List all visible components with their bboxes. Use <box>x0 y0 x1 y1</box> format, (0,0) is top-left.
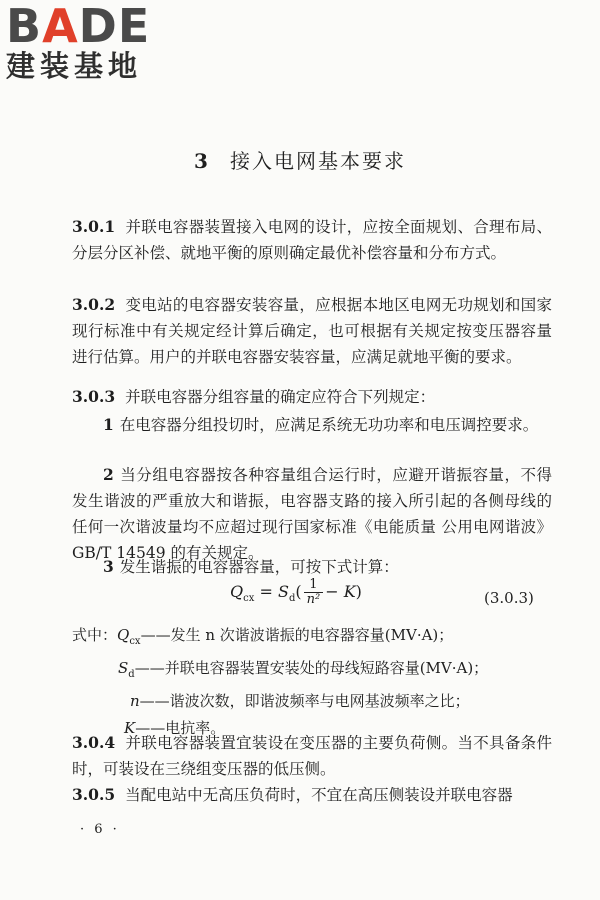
chapter-title-text: 接入电网基本要求 <box>229 149 406 173</box>
formula-definitions <box>72 622 562 742</box>
formula-fraction: $\frac{1}{\text{n²}}$ <box>304 578 324 607</box>
clause-3-0-4: 3.0.4 并联电容器装置宜装设在变压器的主要负荷侧。当不具备条件时，可装设在三绕组变压器的低压侧。 <box>72 733 552 778</box>
logo-subtitle: 建装基地 <box>6 49 143 83</box>
clause-3-0-2: 3.0.2 变电站的电容器安装容量，应根据本地区电网无功规划和国家现行标准中有关规定经计算后确定，也可根据有关规定按变压器容量进行估算。用户的并联电容器安装容量，应满足就地平衡的要求。 <box>72 295 552 366</box>
clause-3-0-3-item-1: 1 在电容器分组投切时，应满足系统无功功率和电压调控要求。 <box>103 415 539 434</box>
resonance-formula: $Q_{cx} = S_d$( $\frac{1}{\text{n²}}$ − K) <box>230 577 362 607</box>
clause-3-0-3-item-2: 2 当分组电容器按各种容量组合运行时，应避开谐振容量，不得发生谐波的严重放大和谐振，电容器支路的接入所引起的各侧母线的任何一次谐波量均不应超过现行国家标准《电能质量 公用电网谐波》GB/T 14549 的有关规定。 <box>72 465 552 562</box>
logo-wordmark: BADE <box>6 0 151 53</box>
definition-row: K——电抗率。 <box>124 719 226 737</box>
clause-3-0-3-item-3: 3 发生谐振的电容器容量，可按下式计算： <box>103 557 399 576</box>
clause-3-0-3: 3.0.3 并联电容器分组容量的确定应符合下列规定： <box>72 387 436 406</box>
definition-row: $S_d——$并联电容器装置安装处的母线短路容量(MV·A)； <box>118 659 489 680</box>
page-number: · 6 · <box>80 822 120 837</box>
chapter-title <box>0 145 600 174</box>
brand-logo <box>6 2 181 82</box>
clause-3-0-1: 3.0.1 并联电容器装置接入电网的设计，应按全面规划、合理布局、分层分区补偿、就地平衡的原则确定最优补偿容量和分布方式。 <box>72 217 552 262</box>
chapter-number: 3 <box>194 149 210 173</box>
definition-row: 式中：$Q_{cx}——$发生 n 次谐波谐振的电容器容量(MV·A)； <box>72 626 454 647</box>
equation-number: (3.0.3) <box>484 589 534 607</box>
clause-3-0-5: 3.0.5 当配电站中无高压负荷时，不宜在高压侧装设并联电容器 <box>72 785 513 804</box>
definition-row: n——谐波次数，即谐波频率与电网基波频率之比； <box>130 692 470 710</box>
